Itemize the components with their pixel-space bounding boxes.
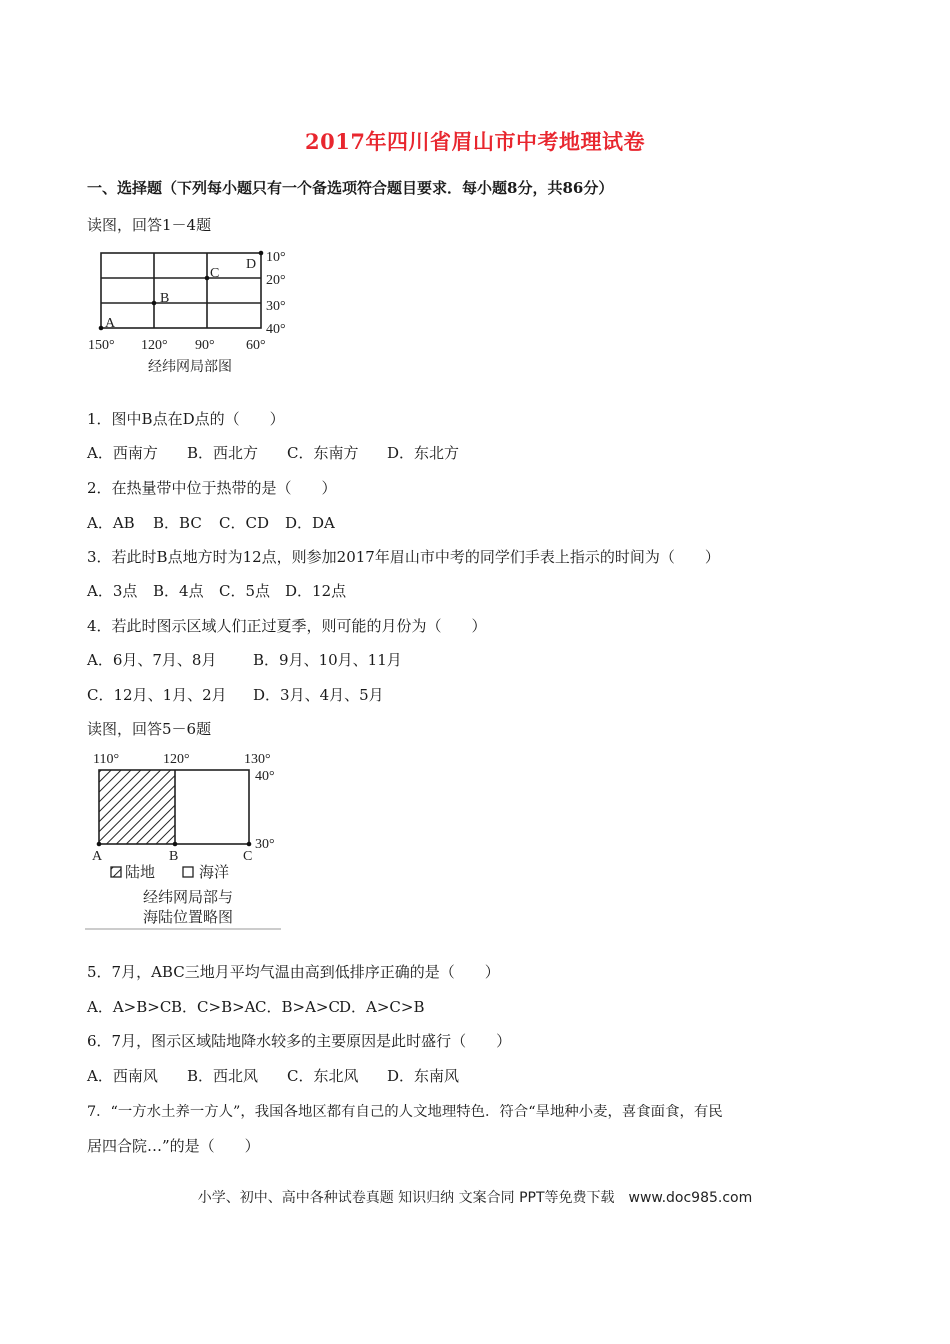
point-a-dot — [97, 842, 102, 847]
q4-stem: 4．若此时图示区域人们正过夏季，则可能的月份为（ ） — [87, 617, 487, 635]
q6-option-d[interactable]: D．东南风 — [387, 1067, 460, 1085]
lat-lon-land-sea-figure-2 — [85, 746, 285, 932]
point-b-dot — [173, 842, 178, 847]
lat-label-40: 40° — [255, 769, 275, 784]
point-a-label: A — [105, 316, 116, 331]
point-b-dot — [152, 301, 157, 306]
q6-option-a[interactable]: A．西南风 — [87, 1067, 158, 1085]
q4-option-c[interactable]: C．12月、1月、2月 — [87, 686, 227, 704]
q2-option-a[interactable]: A．AB — [87, 514, 135, 532]
lat-label-10: 10° — [266, 250, 286, 265]
q1-stem: 1．图中B点在D点的（ ） — [87, 410, 285, 428]
lon-label-60: 60° — [246, 338, 266, 353]
point-c-label: C — [243, 849, 253, 864]
q3-option-b[interactable]: B．4点 — [153, 582, 204, 600]
point-c-dot — [205, 276, 210, 281]
q3-option-c[interactable]: C．5点 — [219, 582, 271, 600]
q4-option-d[interactable]: D．3月、4月、5月 — [253, 686, 384, 704]
q5-stem: 5．7月，ABC三地月平均气温由高到低排序正确的是（ ） — [87, 963, 500, 981]
lat-label-30: 30° — [266, 299, 286, 314]
q4-option-a[interactable]: A．6月、7月、8月 — [87, 651, 217, 669]
point-d-dot — [259, 251, 264, 256]
q1-option-b[interactable]: B．西北方 — [187, 444, 259, 462]
q6-options — [87, 1065, 459, 1086]
lat-label-40: 40° — [266, 322, 286, 337]
lat-lon-grid-figure-1 — [85, 244, 300, 379]
lon-label-120: 120° — [163, 752, 190, 767]
q5-option-c[interactable]: C．B>A>C — [255, 998, 340, 1016]
page-footer: 小学、初中、高中各种试卷真题 知识归纳 文案合同 PPT等免费下载 www.doc985.com — [197, 1190, 753, 1206]
section-heading: 一、选择题（下列每小题只有一个备选项符合题目要求．每小题8分，共86分） — [87, 179, 614, 197]
q3-option-d[interactable]: D．12点 — [285, 582, 347, 600]
q7-stem-line2: 居四合院…”的是（ ） — [87, 1137, 260, 1155]
lon-label-130: 130° — [244, 752, 271, 767]
figure1-caption: 经纬网局部图 — [148, 360, 232, 375]
legend-land-label: 陆地 — [125, 865, 156, 881]
legend-sea-label: 海洋 — [199, 865, 230, 881]
legend-sea-swatch — [183, 867, 193, 877]
q3-stem: 3．若此时B点地方时为12点，则参加2017年眉山市中考的同学们手表上指示的时间为（ ） — [87, 548, 720, 566]
q2-option-c[interactable]: C．CD — [219, 514, 269, 532]
figure2-caption-line2: 海陆位置略图 — [143, 910, 234, 926]
q2-stem: 2．在热量带中位于热带的是（ ） — [87, 479, 337, 497]
point-a-label: A — [92, 849, 103, 864]
point-b-label: B — [169, 849, 179, 864]
lat-label-30: 30° — [255, 837, 275, 852]
q2-option-d[interactable]: D．DA — [285, 514, 335, 532]
q1-options — [87, 442, 459, 463]
lon-label-150: 150° — [88, 338, 115, 353]
q3-options — [87, 580, 346, 601]
q2-options — [87, 512, 335, 533]
q1-option-a[interactable]: A．西南方 — [87, 444, 158, 462]
point-a-dot — [99, 326, 104, 331]
q6-option-c[interactable]: C．东北风 — [287, 1067, 359, 1085]
q2-option-b[interactable]: B．BC — [153, 514, 202, 532]
lon-label-90: 90° — [195, 338, 215, 353]
point-c-label: C — [210, 266, 220, 281]
q7-stem-line1: 7．“一方水土养一方人”，我国各地区都有自己的人文地理特色．符合“旱地种小麦，喜食面食，有民 — [87, 1104, 723, 1120]
page-title: 2017年四川省眉山市中考地理试卷 — [305, 129, 645, 154]
figure2-caption-line1: 经纬网局部与 — [143, 890, 234, 906]
q3-option-a[interactable]: A．3点 — [87, 582, 138, 600]
point-d-label: D — [246, 257, 257, 272]
q1-option-c[interactable]: C．东南方 — [287, 444, 359, 462]
land-area — [99, 770, 175, 844]
point-b-label: B — [160, 291, 170, 306]
q6-option-b[interactable]: B．西北风 — [187, 1067, 259, 1085]
lon-label-120: 120° — [141, 338, 168, 353]
figure-instruction-1: 读图，回答1－4题 — [87, 216, 212, 234]
q5-option-a[interactable]: A．A>B>C — [87, 998, 172, 1016]
lat-label-20: 20° — [266, 273, 286, 288]
q4-options-row2 — [87, 684, 384, 705]
legend-land-swatch — [111, 867, 121, 877]
q5-option-b[interactable]: B．C>B>A — [171, 998, 256, 1016]
q5-option-d[interactable]: D．A>C>B — [339, 998, 425, 1016]
point-c-dot — [247, 842, 252, 847]
q6-stem: 6．7月，图示区域陆地降水较多的主要原因是此时盛行（ ） — [87, 1032, 512, 1050]
q4-options-row1 — [87, 649, 402, 670]
q1-option-d[interactable]: D．东北方 — [387, 444, 460, 462]
q5-options — [87, 996, 425, 1017]
lon-label-110: 110° — [93, 752, 120, 767]
figure-instruction-2: 读图，回答5－6题 — [87, 720, 212, 738]
q4-option-b[interactable]: B．9月、10月、11月 — [253, 651, 402, 669]
